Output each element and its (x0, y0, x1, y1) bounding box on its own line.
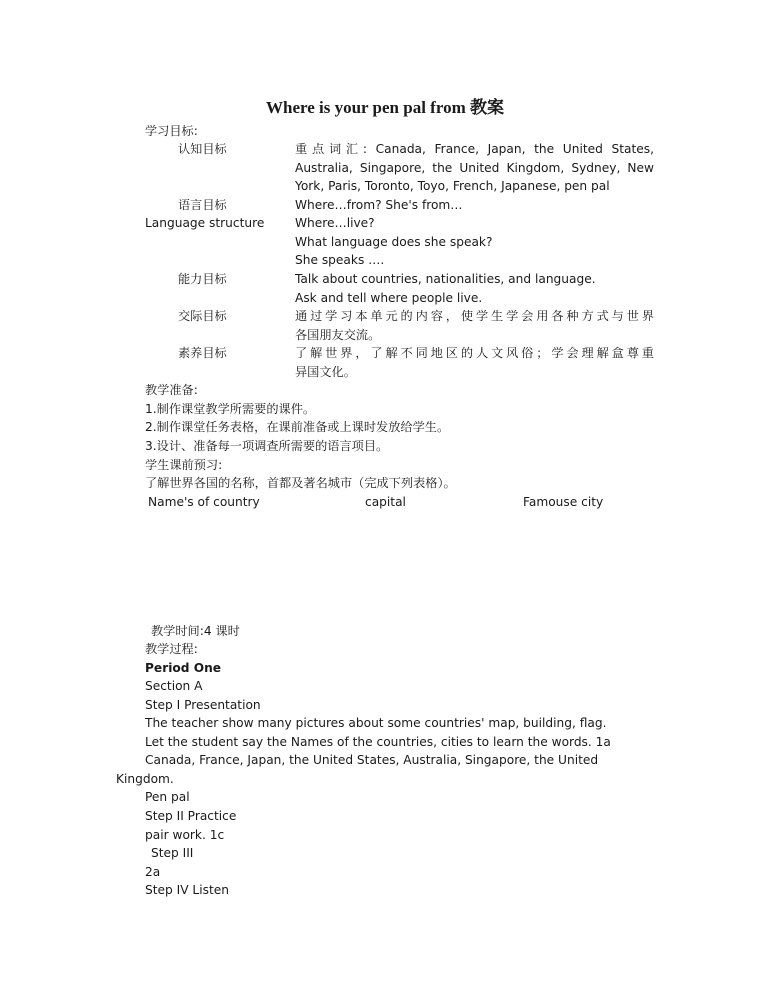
step-1-heading: Step I Presentation (145, 698, 261, 712)
preview-instruction: 了解世界各国的名称，首都及著名城市（完成下列表格）。 (145, 476, 456, 490)
preview-heading: 学生课前预习: (145, 458, 223, 472)
language-label: 语言目标 (178, 198, 227, 212)
step-1-line-2: Let the student say the Names of the countries, cities to learn the words. 1a (145, 735, 611, 749)
quality-line-1: 了解世界，了解不同地区的人文风俗；学会理解盒尊重 (295, 346, 654, 360)
step-2-heading: Step II Practice (145, 809, 237, 823)
quality-label: 素养目标 (178, 346, 227, 360)
lesson-time: 教学时间:4 课时 (151, 624, 240, 638)
section-heading: Section A (145, 679, 203, 693)
language-line-1: Where…from? She's from… (295, 198, 463, 212)
document-title: Where is your pen pal from 教案 (265, 98, 504, 117)
cognitive-label: 认知目标 (178, 142, 227, 156)
preparation-item: 2.制作课堂任务表格，在课前准备或上课时发放给学生。 (145, 420, 450, 434)
quality-line-2: 异国文化。 (295, 365, 356, 379)
language-line-3: What language does she speak? (295, 235, 493, 249)
process-heading: 教学过程: (145, 642, 198, 656)
step-1-line-3: Canada, France, Japan, the United States, Australia, Singapore, the United (145, 753, 599, 767)
communication-line-1: 通过学习本单元的内容，使学生学会用各种方式与世界 (295, 309, 654, 323)
ability-line-2: Ask and tell where people live. (295, 291, 483, 305)
step-2-line: pair work. 1c (145, 828, 225, 842)
penpal-line: Pen pal (145, 790, 190, 804)
preparation-item: 3.设计、准备每一项调查所需要的语言项目。 (145, 439, 389, 453)
preparation-heading: 教学准备: (145, 383, 198, 397)
column-header-country: Name's of country (148, 495, 260, 509)
language-line-2: Where…live? (295, 216, 375, 230)
step-3-heading: Step III (151, 846, 194, 860)
communication-label: 交际目标 (178, 309, 227, 323)
objectives-heading: 学习目标: (145, 124, 198, 138)
step-1-line-1: The teacher show many pictures about some countries' map, building, flag. (145, 716, 607, 730)
preparation-item: 1.制作课堂教学所需要的课件。 (145, 402, 316, 416)
ability-line-1: Talk about countries, nationalities, and language. (295, 272, 596, 286)
column-header-city: Famouse city (523, 495, 604, 509)
cognitive-line-1: 重点词汇: Canada, France, Japan, the United States, (295, 142, 654, 156)
step-4-heading: Step IV Listen (145, 883, 229, 897)
language-line-4: She speaks …. (295, 253, 385, 267)
language-sublabel: Language structure (145, 216, 265, 230)
period-heading: Period One (145, 661, 222, 675)
communication-line-2: 各国朋友交流。 (295, 328, 381, 342)
cognitive-line-2: Australia, Singapore, the United Kingdom, Sydney, New (295, 161, 654, 175)
step-1-line-4: Kingdom. (116, 772, 174, 786)
column-header-capital: capital (365, 495, 406, 509)
step-3-line: 2a (145, 865, 161, 879)
ability-label: 能力目标 (178, 272, 227, 286)
cognitive-line-3: York, Paris, Toronto, Toyo, French, Japanese, pen pal (295, 179, 610, 193)
